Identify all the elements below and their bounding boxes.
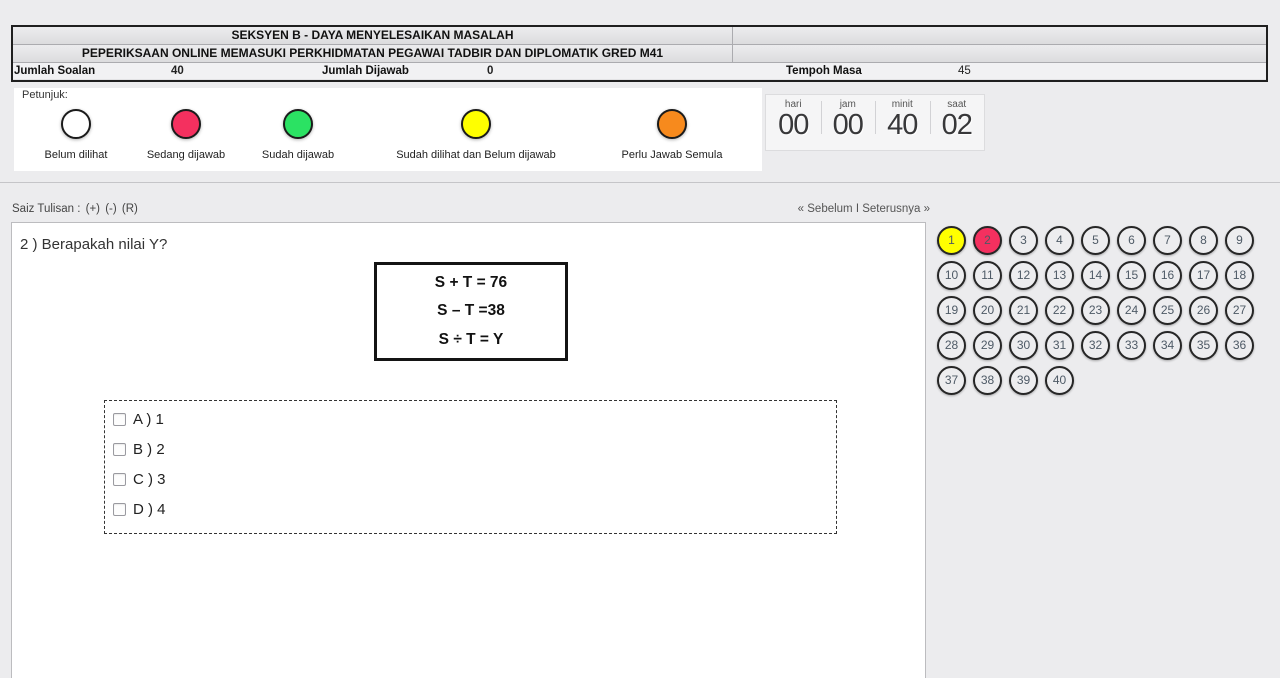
equation-line: S – T =38 (437, 302, 505, 320)
legend-item-label: Sudah dilihat dan Belum dijawab (396, 149, 556, 161)
timer-days-label: hari (784, 99, 802, 110)
option-row-d (113, 497, 166, 521)
header-row-section (13, 27, 1266, 45)
question-number-button[interactable]: 39 (1009, 366, 1038, 395)
duration-value: 45 (958, 65, 971, 77)
question-number-button[interactable]: 2 (973, 226, 1002, 255)
question-equation-image (374, 262, 568, 361)
timer-seconds (930, 95, 985, 150)
option-label-a: A ) 1 (133, 410, 164, 428)
exam-header (11, 25, 1268, 82)
answered-label: Jumlah Dijawab (322, 65, 409, 77)
header-stats-row (13, 63, 1266, 79)
font-reset-button[interactable]: (R) (121, 203, 138, 215)
question-number-button[interactable]: 8 (1189, 226, 1218, 255)
question-number-button[interactable]: 19 (937, 296, 966, 325)
question-number-button[interactable]: 34 (1153, 331, 1182, 360)
legend-panel (14, 88, 762, 171)
question-number-button[interactable]: 35 (1189, 331, 1218, 360)
font-size-label: Saiz Tulisan : (12, 203, 81, 215)
legend-title: Petunjuk: (22, 89, 68, 101)
legend-item-label: Sedang dijawab (146, 149, 226, 161)
question-number-button[interactable]: 20 (973, 296, 1002, 325)
timer-hours (821, 95, 876, 150)
legend-item-viewed-unanswered (376, 109, 576, 161)
question-number-button[interactable]: 7 (1153, 226, 1182, 255)
legend-item-label: Sudah dijawab (261, 149, 335, 161)
option-checkbox-a[interactable] (113, 413, 126, 426)
question-number-button[interactable]: 5 (1081, 226, 1110, 255)
question-number-button[interactable]: 23 (1081, 296, 1110, 325)
next-question-link[interactable]: Seterusnya » (862, 203, 930, 215)
question-title: 2 ) Berapakah nilai Y? (20, 236, 168, 253)
option-checkbox-c[interactable] (113, 473, 126, 486)
question-number-button[interactable]: 24 (1117, 296, 1146, 325)
legend-item-answered (198, 109, 398, 161)
question-number-button[interactable]: 11 (973, 261, 1002, 290)
option-row-c (113, 467, 166, 491)
equation-line: S + T = 76 (434, 274, 508, 292)
nav-separator: I (852, 203, 863, 215)
option-checkbox-d[interactable] (113, 503, 126, 516)
question-number-button[interactable]: 13 (1045, 261, 1074, 290)
question-number-button[interactable]: 9 (1225, 226, 1254, 255)
question-number-button[interactable]: 38 (973, 366, 1002, 395)
timer-days (766, 95, 821, 150)
legend-item-answer-again (572, 109, 772, 161)
question-number-button[interactable]: 25 (1153, 296, 1182, 325)
question-number-button[interactable]: 10 (937, 261, 966, 290)
font-decrease-button[interactable]: (-) (105, 203, 117, 215)
option-label-b: B ) 2 (133, 440, 165, 458)
answering-circle-icon (171, 109, 201, 139)
question-number-button[interactable]: 16 (1153, 261, 1182, 290)
question-number-button[interactable]: 28 (937, 331, 966, 360)
total-questions-value: 40 (171, 65, 184, 77)
answer-options-box (104, 400, 837, 534)
font-size-toolbar (12, 203, 140, 215)
option-label-c: C ) 3 (133, 470, 166, 488)
question-number-button[interactable]: 31 (1045, 331, 1074, 360)
duration-label: Tempoh Masa (786, 65, 862, 77)
question-number-button[interactable]: 26 (1189, 296, 1218, 325)
question-number-button[interactable]: 6 (1117, 226, 1146, 255)
timer-seconds-value: 02 (941, 109, 972, 141)
timer-hours-value: 00 (832, 109, 863, 141)
question-number-button[interactable]: 4 (1045, 226, 1074, 255)
option-checkbox-b[interactable] (113, 443, 126, 456)
question-number-button[interactable]: 12 (1009, 261, 1038, 290)
total-questions-label: Jumlah Soalan (14, 65, 96, 77)
answered-value: 0 (487, 65, 494, 77)
question-number-button[interactable]: 32 (1081, 331, 1110, 360)
timer-minutes (875, 95, 930, 150)
question-number-button[interactable]: 15 (1117, 261, 1146, 290)
question-number-button[interactable]: 30 (1009, 331, 1038, 360)
equation-line: S ÷ T = Y (438, 330, 504, 348)
question-number-button[interactable]: 21 (1009, 296, 1038, 325)
countdown-timer (765, 94, 985, 151)
answer-again-circle-icon (657, 109, 687, 139)
section-title: SEKSYEN B - DAYA MENYELESAIKAN MASALAH (13, 27, 733, 44)
question-grid (937, 226, 1267, 416)
timer-seconds-label: saat (947, 99, 967, 110)
header-empty-cell (733, 27, 1266, 44)
question-number-button[interactable]: 18 (1225, 261, 1254, 290)
question-number-button[interactable]: 40 (1045, 366, 1074, 395)
section-divider (0, 182, 1280, 183)
question-navigation (788, 203, 930, 215)
question-number-button[interactable]: 17 (1189, 261, 1218, 290)
question-number-button[interactable]: 14 (1081, 261, 1110, 290)
answered-circle-icon (283, 109, 313, 139)
legend-item-label: Perlu Jawab Semula (621, 149, 723, 161)
legend-item-label: Belum dilihat (44, 149, 108, 161)
option-label-d: D ) 4 (133, 500, 166, 518)
header-empty-cell (733, 45, 1266, 62)
question-number-button[interactable]: 37 (937, 366, 966, 395)
question-number-button[interactable]: 22 (1045, 296, 1074, 325)
font-increase-button[interactable]: (+) (85, 203, 100, 215)
timer-hours-label: jam (839, 99, 856, 110)
timer-minutes-label: minit (891, 99, 913, 110)
option-row-b (113, 437, 165, 461)
question-panel (11, 222, 926, 678)
question-number-button[interactable]: 33 (1117, 331, 1146, 360)
option-row-a (113, 407, 164, 431)
timer-minutes-value: 40 (887, 109, 918, 141)
header-row-exam (13, 45, 1266, 63)
previous-question-link[interactable]: « Sebelum (797, 203, 853, 215)
question-number-button[interactable]: 27 (1225, 296, 1254, 325)
question-number-button[interactable]: 3 (1009, 226, 1038, 255)
question-number-button[interactable]: 1 (937, 226, 966, 255)
viewed-unanswered-circle-icon (461, 109, 491, 139)
exam-title: PEPERIKSAAN ONLINE MEMASUKI PERKHIDMATAN PEGAWAI TADBIR DAN DIPLOMATIK GRED M41 (13, 45, 733, 62)
question-number-button[interactable]: 36 (1225, 331, 1254, 360)
timer-days-value: 00 (778, 109, 809, 141)
question-number-button[interactable]: 29 (973, 331, 1002, 360)
